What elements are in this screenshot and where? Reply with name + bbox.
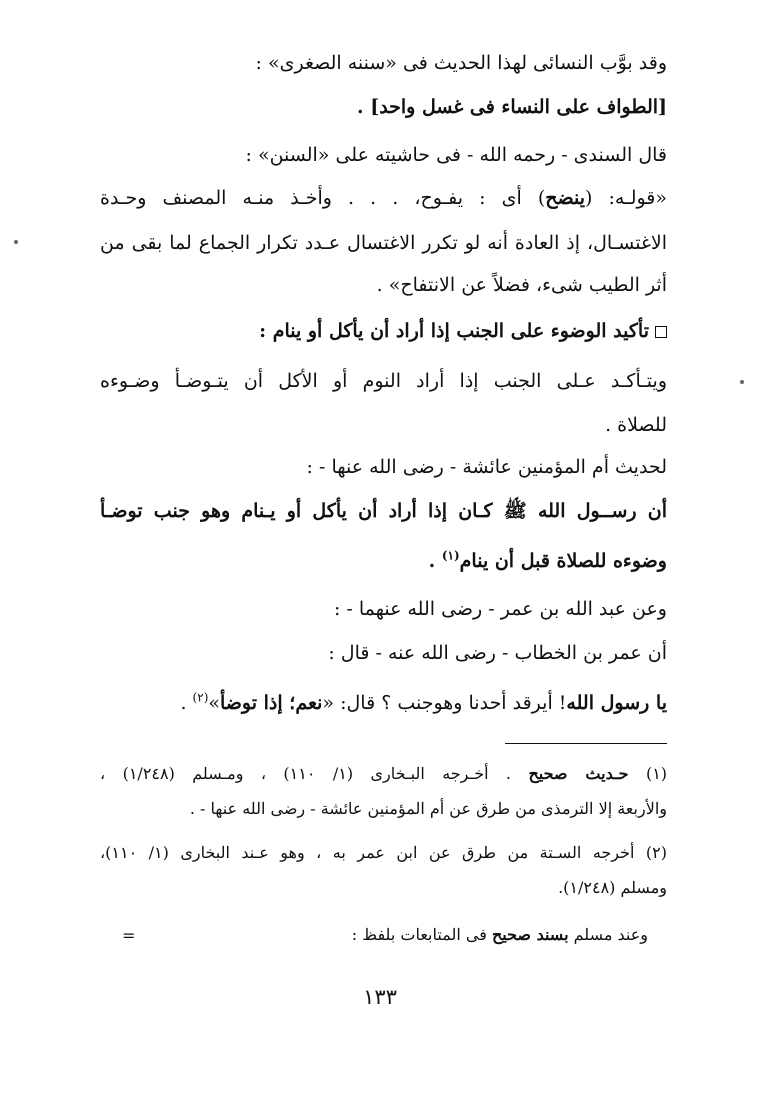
text-line-8: ويتـأكـد عـلى الجنب إذا أراد النوم أو الأكل أن يتـوضـأ وضـوءه <box>100 370 667 392</box>
text-line-5: الاغتسـال، إذ العادة أنه لو تكرر الاغتسال عـدد تكرار الجماع لما بقى من <box>100 232 667 254</box>
footnote-2-line-2: ومسلم (١/٢٤٨). <box>558 878 667 897</box>
footnote-3-line <box>300 921 648 951</box>
question-tail: . <box>180 692 193 714</box>
question-mid: ! أيرقد أحدنا وهوجنب ؟ قال: « <box>322 692 567 714</box>
footnote-separator <box>505 743 667 744</box>
footnote-1-text: . أخـرجه البـخارى (١/ ١١٠) ، ومـسلم (١/٢٤٨) ، <box>100 764 529 783</box>
continuation-mark: = <box>122 926 136 945</box>
footnote-1-line-1 <box>100 760 667 790</box>
footnote-ref-1: (١) <box>441 548 460 563</box>
text-line-3: قال السندى - رحمه الله - فى حاشيته على «السنن» : <box>245 144 667 166</box>
text-line-6: أثر الطيب شىء، فضلاً عن الانتفاح» . <box>376 274 667 296</box>
section-heading-text: تأكيد الوضوء على الجنب إذا أراد أن يأكل أو ينام : <box>259 320 649 342</box>
footnote-1-label: (١) <box>628 764 667 783</box>
quote-prefix: «قولـه: ( <box>585 187 667 209</box>
text-line-4 <box>100 183 667 215</box>
text-line-1: وقد بوَّب النسائى لهذا الحديث فى «سننه الصغرى» : <box>255 52 667 74</box>
question-answer: نعم؛ إذا توضأ <box>220 692 323 714</box>
scan-speck <box>740 380 744 384</box>
scan-speck <box>14 240 18 244</box>
text-line-15 <box>100 688 667 720</box>
text-line-13: وعن عبد الله بن عمر - رضى الله عنهما - : <box>333 598 667 620</box>
text-line-9: للصلاة . <box>605 414 667 436</box>
quote-suffix: ) أى : يفـوح، . . . وأخـذ منـه المصنف وحـدة <box>100 187 546 209</box>
text-line-10: لحديث أم المؤمنين عائشة - رضى الله عنها - : <box>306 456 667 478</box>
chapter-title: [الطواف على النساء فى غسل واحد] . <box>356 96 667 118</box>
hadith-end-tail: . <box>428 550 442 572</box>
quoted-word: ينضح <box>545 187 586 209</box>
question-prefix: يا رسول الله <box>566 692 667 714</box>
text-line-14: أن عمر بن الخطاب - رضى الله عنه - قال : <box>328 642 667 664</box>
question-close: » <box>208 692 220 714</box>
hadith-end-text: وضوءه للصلاة قبل أن ينام <box>459 550 667 572</box>
hadith-line-2 <box>100 546 667 578</box>
footnote-2-line-1: (٢) أخرجه السـتة من طرق عن ابن عمر به ، وهو عـند البخارى (١/ ١١٠)، <box>100 843 667 862</box>
footnote-3-prefix: وعند مسلم <box>568 925 648 944</box>
footnote-ref-2: (٢) <box>192 690 209 705</box>
page-number: ١٣٣ <box>363 985 397 1009</box>
section-heading <box>100 316 667 348</box>
footnote-3-bold: بسند صحيح <box>491 925 569 944</box>
footnote-1-bold: حـديث صحيح <box>528 764 629 783</box>
hadith-line-1: أن رســول الله ﷺ كـان إذا أراد أن يأكل أو يـنام وهو جنب توضـأ <box>100 500 667 522</box>
footnote-1-line-2: والأربعة إلا الترمذى من طرق عن أم المؤمنين عائشة - رضى الله عنها - . <box>189 799 667 818</box>
footnote-3-suffix: فى المتابعات بلفظ : <box>351 925 492 944</box>
square-bullet-icon <box>655 326 667 338</box>
